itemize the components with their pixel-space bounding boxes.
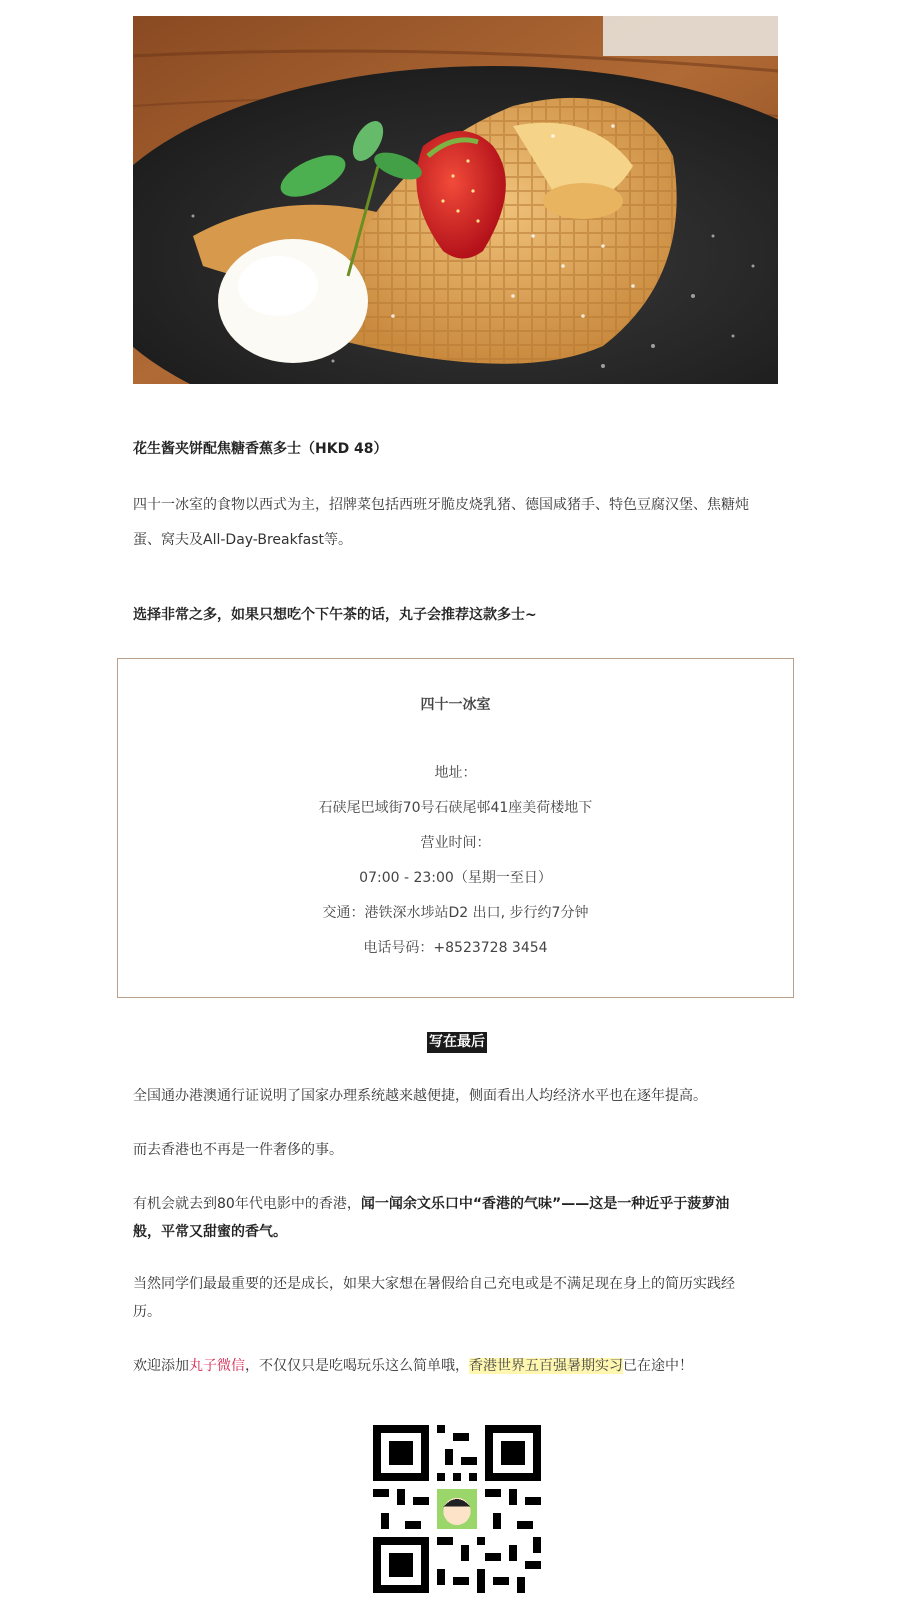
p3-prefix: 有机会就去到80年代电影中的香港， (133, 1196, 361, 1212)
p3-bold-1: 闻一闻余文乐口中“香港的气味”——这是一种近乎于菠萝油 (360, 1196, 730, 1212)
closing-paragraph-2: 而去香港也不再是一件奢侈的事。 (133, 1142, 343, 1158)
recommendation-text: 选择非常之多，如果只想吃个下午茶的话，丸子会推荐这款多士~ (133, 607, 537, 623)
intro-line-2: 蛋、窝夫及All-Day-Breakfast等。 (133, 532, 353, 548)
shop-info-box (117, 658, 794, 998)
shop-name: 四十一冰室 (420, 697, 491, 713)
p4-line-2: 历。 (133, 1304, 161, 1320)
wechat-link[interactable]: 丸子微信 (189, 1358, 245, 1374)
dessert-photo (133, 16, 778, 384)
intro-paragraph (133, 491, 793, 554)
p3-bold-2: 般，平常又甜蜜的香气。 (133, 1224, 287, 1240)
closing-paragraph-4 (133, 1270, 793, 1326)
closing-paragraph-1: 全国通办港澳通行证说明了国家办理系统越来越便捷，侧面看出人均经济水平也在逐年提高。 (133, 1088, 707, 1104)
p4-line-1: 当然同学们最最重要的还是成长，如果大家想在暑假给自己充电或是不满足现在身上的简历实践经 (133, 1276, 735, 1292)
closing-paragraph-3 (133, 1190, 793, 1246)
p5-text-c: 已在途中！ (623, 1358, 693, 1374)
section-heading: 写在最后 (427, 1032, 487, 1053)
intro-line-1: 四十一冰室的食物以西式为主，招牌菜包括西班牙脆皮烧乳猪、德国咸猪手、特色豆腐汉堡、焦糖炖 (133, 497, 749, 513)
dish-caption: 花生酱夹饼配焦糖香蕉多士（HKD 48） (133, 441, 388, 457)
phone-number: 电话号码：+8523728 3454 (363, 940, 548, 956)
qr-code-icon[interactable] (373, 1425, 541, 1593)
hours-value: 07:00 - 23:00（星期一至日） (359, 870, 552, 886)
closing-paragraph-5 (133, 1352, 693, 1380)
address-value: 石硖尾巴域街70号石硖尾邨41座美荷楼地下 (318, 800, 593, 816)
p5-text-b: ，不仅仅只是吃喝玩乐这么简单哦， (245, 1358, 469, 1374)
address-label: 地址： (434, 765, 477, 781)
internship-highlight: 香港世界五百强暑期实习 (469, 1358, 623, 1374)
hours-label: 营业时间： (420, 835, 491, 851)
transport-info: 交通：港铁深水埗站D2 出口, 步行约7分钟 (322, 905, 589, 921)
p5-text-a: 欢迎添加 (133, 1358, 189, 1374)
